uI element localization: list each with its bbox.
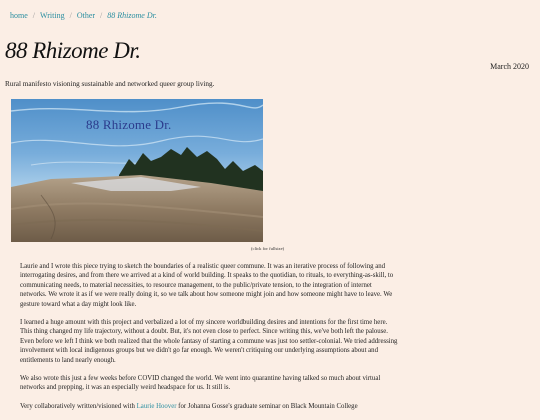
collaboration-text: for Johanna Gosse's graduate seminar on Black Mountain College — [176, 402, 358, 410]
paragraph: Laurie and I wrote this piece trying to sketch the boundaries of a realistic queer commune. It was an iterative process of following and interrogating desires, and from there we arrived at a kind of world building. It speaks to the quotidian, to rituals, to everything-as-skill, to communicating needs, to material necessities, to resource management, to the public/private tension, to the integration of internet networks. We wrote it as if we were really doing it, so we talk about how someone might join and how someone might have to leave. We gesture toward what a day might look like. — [20, 263, 394, 308]
breadcrumb-separator: / — [100, 11, 103, 20]
hero-overlay-title: 88 Rhizome Dr. — [86, 117, 172, 132]
page-subtitle: Rural manifesto visioning sustainable and networked queer group living. — [5, 80, 215, 88]
image-caption: (click for fullsize) — [251, 246, 285, 251]
breadcrumb-other-link[interactable]: Other — [76, 11, 96, 20]
collaboration-text: Very collaboratively written/visioned with — [20, 402, 137, 410]
publish-date: March 2020 — [490, 62, 529, 71]
paragraph — [20, 402, 400, 411]
breadcrumb — [10, 11, 157, 20]
collaborator-link[interactable]: Laurie Hoover — [136, 402, 177, 410]
paragraph: We also wrote this just a few weeks before COVID changed the world. We went into quarantine having talked so much about virtual networks and prepping, it was an especially weird headspace for us. It still is. — [20, 375, 381, 392]
page-title: 88 Rhizome Dr. — [5, 38, 141, 63]
breadcrumb-current: 88 Rhizome Dr. — [107, 11, 157, 20]
hero-image-link[interactable] — [11, 99, 263, 242]
breadcrumb-separator: / — [32, 11, 36, 20]
breadcrumb-home-link[interactable]: home — [10, 11, 28, 20]
paragraph: I learned a huge amount with this project and verbalized a lot of my sincere worldbuilding desires and intentions for the first time here. This thing changed my life trajectory, without a doubt. But, it's not even close to perfect. Since writing this, we've both left the palouse. Even before we left I think we both realized that the whole fantasy of starting a commune was just too settler-colonial. We tried addressing involvement with local indigenous groups but we didn't go far enough. We weren't critiquing our underlying assumptions about and entitlements to land nearly enough. — [20, 319, 398, 364]
breadcrumb-separator: / — [69, 11, 72, 20]
breadcrumb-writing-link[interactable]: Writing — [40, 11, 65, 20]
article-body — [20, 262, 400, 420]
